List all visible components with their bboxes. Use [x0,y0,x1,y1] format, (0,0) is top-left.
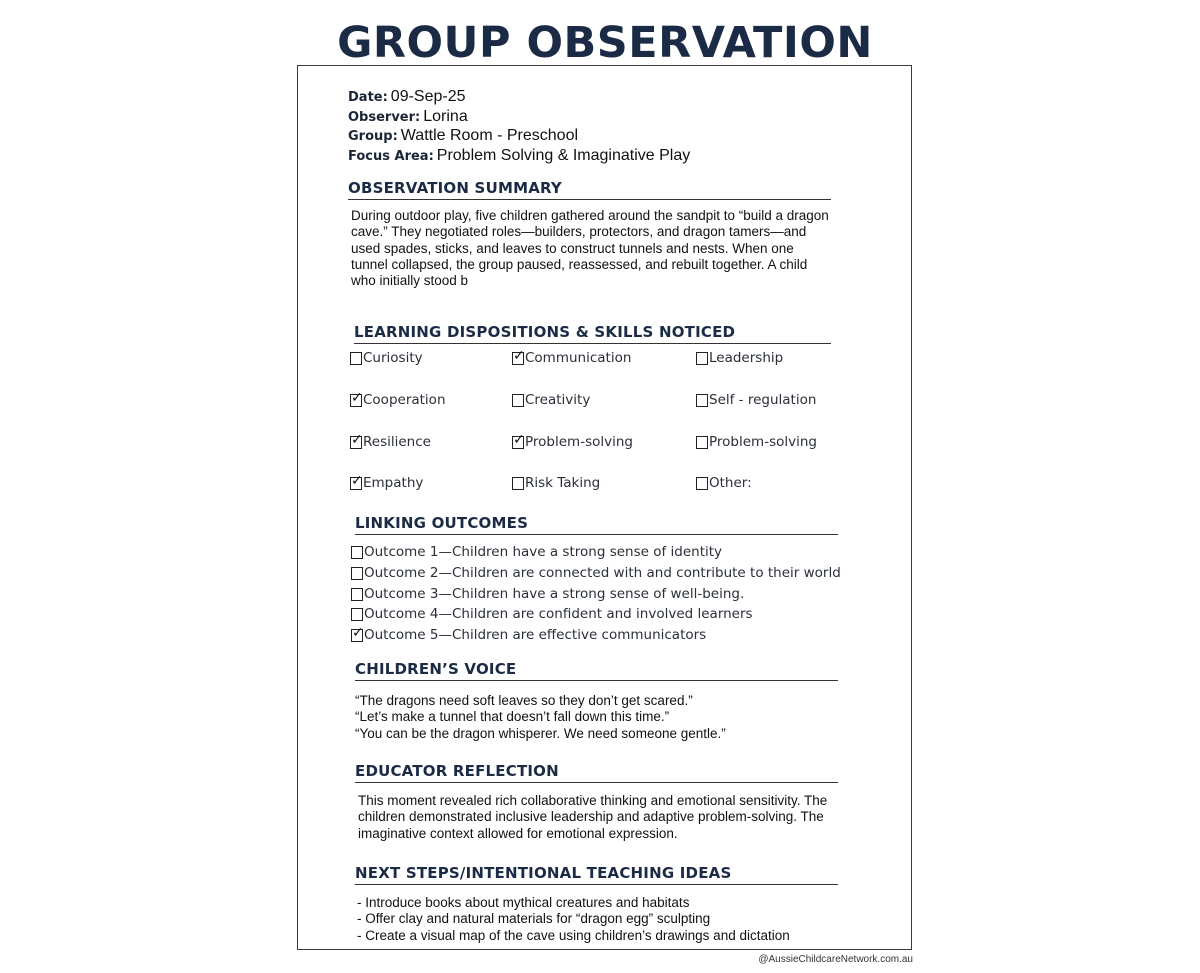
summary-line: tunnel collapsed, the group paused, reassessed, and rebuilt together. A child [351,256,808,272]
observer-value: Lorina [423,108,468,125]
checkmark-icon: ✓ [513,431,525,448]
reflection-line: children demonstrated inclusive leadership and adaptive problem-solving. The [358,809,824,825]
summary-line: who initially stood b [351,273,469,289]
date-field [348,88,466,106]
checkbox[interactable] [696,394,708,407]
observation-summary-text [351,208,829,289]
next-steps-text [357,895,790,944]
observer-field [348,108,468,126]
disposition-leadership[interactable] [696,350,783,366]
outcome-4[interactable] [351,606,753,622]
summary-line: cave.” They negotiated roles—builders, protectors, and dragon tamers—and [351,224,807,240]
checkbox[interactable] [512,477,524,490]
quote-line: “You can be the dragon whisperer. We need someone gentle.” [355,725,726,741]
focus-area-value: Problem Solving & Imaginative Play [436,147,691,164]
disposition-label: Creativity [525,392,591,408]
disposition-label: Risk Taking [525,475,601,491]
disposition-label: Other: [709,475,752,491]
next-step-line: - Create a visual map of the cave using children’s drawings and dictation [357,927,790,943]
disposition-label: Empathy [363,475,424,491]
disposition-resilience[interactable] [350,431,431,450]
educator-reflection-heading: EDUCATOR REFLECTION [355,762,838,783]
date-label: Date: [348,90,388,105]
date-value: 09-Sep-25 [390,88,466,105]
focus-area-label: Focus Area: [348,149,434,164]
childrens-voice-text [355,693,726,742]
checkbox[interactable] [351,546,363,559]
disposition-cooperation[interactable] [350,389,446,408]
summary-line: During outdoor play, five children gathered around the sandpit to “build a dragon [351,208,829,223]
checkbox[interactable] [350,431,363,449]
disposition-risk-taking[interactable] [512,475,600,491]
outcome-label: Outcome 2—Children are connected with and contribute to their world [364,565,841,581]
educator-reflection-text [358,793,827,842]
next-steps-heading: NEXT STEPS/INTENTIONAL TEACHING IDEAS [355,864,838,885]
checkbox[interactable] [350,472,363,490]
summary-line: used spades, sticks, and leaves to construct tunnels and nests. When one [351,240,794,256]
group-label: Group: [348,129,398,144]
outcome-label: Outcome 3—Children have a strong sense of well-being. [364,586,745,602]
outcome-1[interactable] [351,544,722,560]
disposition-empathy[interactable] [350,472,424,491]
disposition-communication[interactable] [512,347,632,366]
checkbox[interactable] [512,347,525,365]
checkbox[interactable] [512,394,524,407]
checkmark-icon: ✓ [351,472,363,489]
outcome-label: Outcome 4—Children are confident and involved learners [364,606,753,622]
reflection-line: imaginative context allowed for emotional expression. [358,825,678,841]
checkbox[interactable] [696,352,708,365]
page-title: GROUP OBSERVATION [337,18,873,68]
observation-summary-heading: OBSERVATION SUMMARY [348,179,831,200]
checkbox[interactable] [350,352,362,365]
outcome-3[interactable] [351,586,744,602]
disposition-label: Problem-solving [709,434,817,450]
disposition-problem-solving[interactable] [512,431,633,450]
checkbox[interactable] [350,389,363,407]
disposition-self-regulation[interactable] [696,392,816,408]
childrens-voice-heading: CHILDREN’S VOICE [355,660,838,681]
dispositions-heading: LEARNING DISPOSITIONS & SKILLS NOTICED [354,323,831,344]
quote-line: “The dragons need soft leaves so they don’t get scared.” [355,693,693,708]
disposition-label: Problem-solving [525,434,633,450]
next-step-line: - Introduce books about mythical creatures and habitats [357,895,690,910]
footer-credit: @AussieChildcareNetwork.com.au [758,954,913,965]
checkmark-icon: ✓ [352,624,364,641]
disposition-label: Self - regulation [709,392,817,408]
disposition-other[interactable] [696,475,752,491]
checkmark-icon: ✓ [351,389,363,406]
reflection-line: This moment revealed rich collaborative thinking and emotional sensitivity. The [358,793,828,808]
outcome-label: Outcome 1—Children have a strong sense of identity [364,544,723,560]
group-value: Wattle Room - Preschool [400,127,579,144]
group-field [348,127,578,145]
disposition-label: Cooperation [363,392,446,408]
outcome-label: Outcome 5—Children are effective communicators [364,627,707,643]
checkbox[interactable] [696,436,708,449]
checkbox[interactable] [351,588,363,601]
disposition-curiosity[interactable] [350,350,423,366]
next-step-line: - Offer clay and natural materials for “dragon egg” sculpting [357,911,711,927]
linking-outcomes-heading: LINKING OUTCOMES [355,514,838,535]
disposition-problem-solving-2[interactable] [696,434,817,450]
checkbox[interactable] [351,608,363,621]
disposition-creativity[interactable] [512,392,590,408]
observer-label: Observer: [348,110,421,125]
checkbox[interactable] [696,477,708,490]
checkmark-icon: ✓ [351,431,363,448]
checkbox[interactable] [512,431,525,449]
disposition-label: Curiosity [363,350,423,366]
checkbox[interactable] [351,567,363,580]
quote-line: “Let’s make a tunnel that doesn’t fall down this time.” [355,709,670,725]
focus-area-field [348,147,690,165]
outcome-2[interactable] [351,565,841,581]
disposition-label: Communication [525,350,632,366]
disposition-label: Leadership [709,350,784,366]
disposition-label: Resilience [363,434,431,450]
checkbox[interactable] [351,624,364,642]
outcome-5[interactable] [351,624,707,643]
checkmark-icon: ✓ [513,347,525,364]
